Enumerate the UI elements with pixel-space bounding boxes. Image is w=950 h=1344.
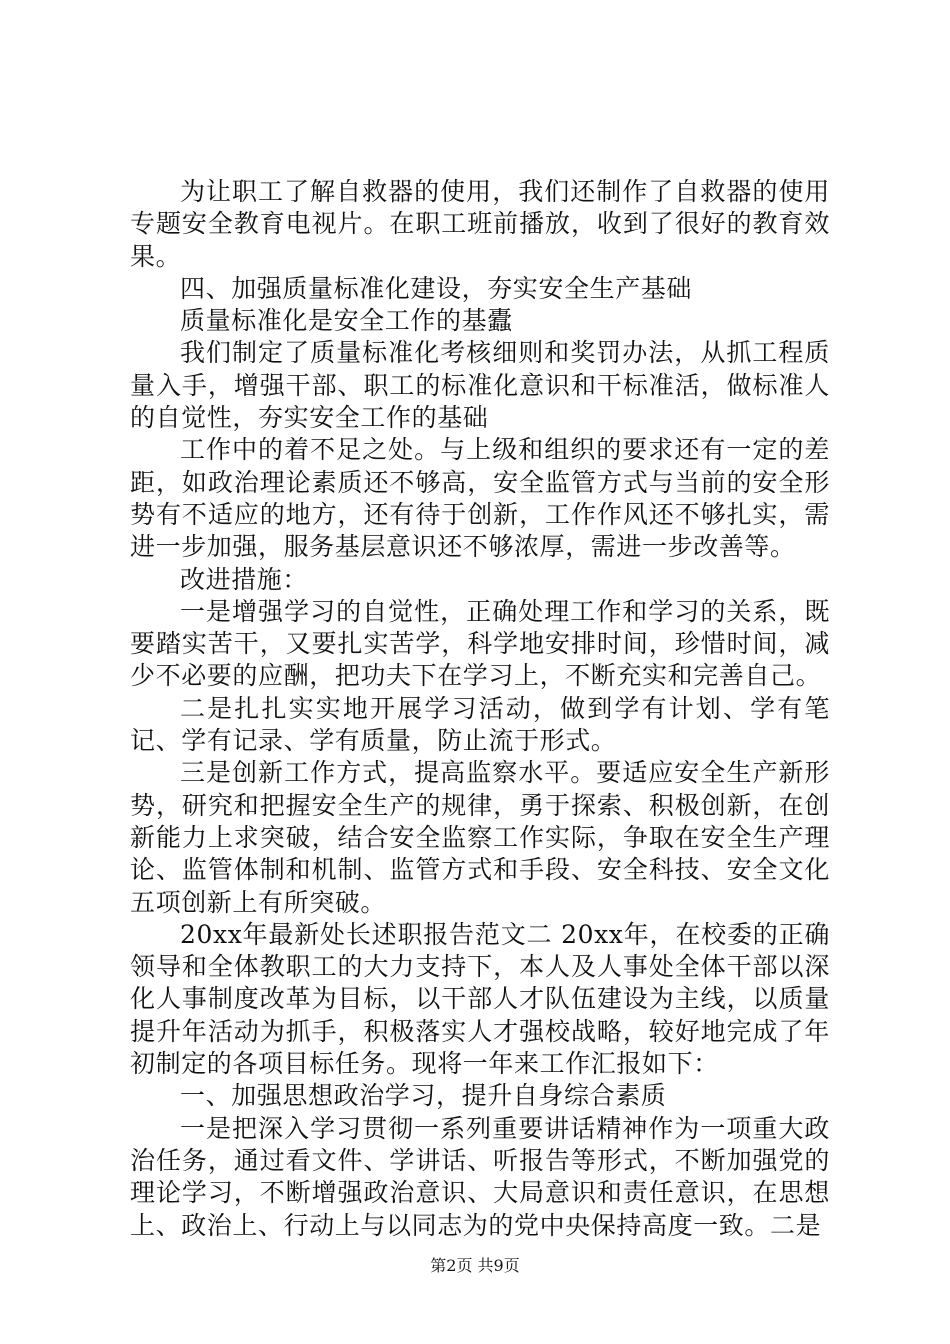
section-heading-political-study: 一、加强思想政治学习，提升自身综合素质 [180,1081,667,1111]
paragraph-quality-foundation: 质量标准化是安全工作的基蠹 [180,306,513,336]
document-body [130,176,830,1242]
paragraph-self-rescuer-video: 为让职工了解自救器的使用，我们还制作了自救器的使用专题安全教育电视片。在职工班前播放，收到了很好的教育效果。 [130,177,830,271]
paragraph-measure-three: 三是创新工作方式，提高监察水平。要适应安全生产新形势，研究和把握安全生产的规律，勇于探索、积极创新，在创新能力上求突破，结合安全监察工作实际，争取在安全生产理论、监管体制和机制、监管方式和手段、安全科技、安全文化五项创新上有所突破。 [130,758,830,917]
paragraph-report-two-intro: 20xx年最新处长述职报告范文二 20xx年，在校委的正确领导和全体教职工的大力支持下，本人及人事处全体干部以深化人事制度改革为目标，以干部人才队伍建设为主线，以质量提升年活动为抓手，积极落实人才强校战略，较好地完成了年初制定的各项目标任务。现将一年来工作汇报如下： [130,919,830,1079]
paragraph-assessment-rules: 我们制定了质量标准化考核细则和奖罚办法，从抓工程质量入手，增强干部、职工的标准化意识和干标准活，做标准人的自觉性，夯实安全工作的基础 [130,338,830,433]
section-heading-quality-standardization: 四、加强质量标准化建设，夯实安全生产基础 [180,273,693,303]
paragraph-measure-one: 一是增强学习的自觉性，正确处理工作和学习的关系，既要踏实苦干，又要扎实苦学，科学地安排时间，珍惜时间，减少不必要的应酬，把功夫下在学习上，不断充实和完善自己。 [130,596,830,691]
paragraph-shortcomings: 工作中的着不足之处。与上级和组织的要求还有一定的差距，如政治理论素质还不够高，安全监管方式与当前的安全形势有不适应的地方，还有待于创新，工作作风还不够扎实，需进一步加强，服务基层意识还不够浓厚，需进一步改善等。 [130,435,830,562]
heading-improvement-measures: 改进措施： [180,564,309,594]
paragraph-political-study-one: 一是把深入学习贯彻一系列重要讲话精神作为一项重大政治任务，通过看文件、学讲话、听报告等形式，不断加强党的理论学习，不断增强政治意识、大局意识和责任意识，在思想上、政治上、行动上与以同志为的党中央保持高度一致。二是 [130,1113,830,1240]
page-number-footer: 第2页 共9页 [430,1256,520,1275]
paragraph-measure-two: 二是扎扎实实地开展学习活动，做到学有计划、学有笔记、学有记录、学有质量，防止流于形式。 [130,693,830,756]
